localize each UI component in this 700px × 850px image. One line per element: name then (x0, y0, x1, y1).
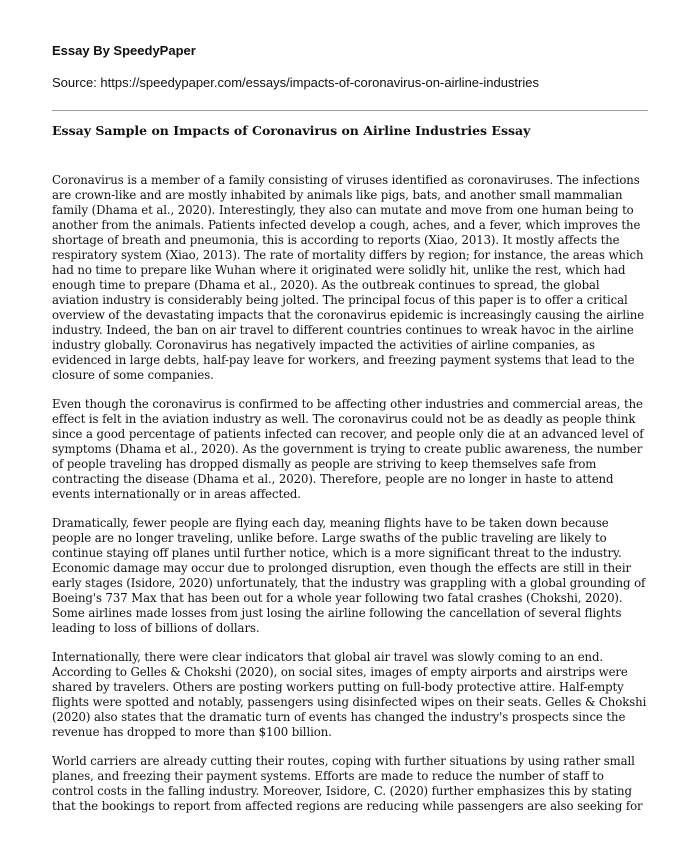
source-line: Source: https://speedypaper.com/essays/impacts-of-coronavirus-on-airline-industries (52, 75, 539, 90)
paragraph: Dramatically, fewer people are flying each day, meaning flights have to be taken down because people are no longer traveling, unlike before. Large swaths of the public traveling are likely to continue staying off planes until further notice, which is a more significant threat to the industry. Economic damage may occur due to prolonged disruption, even though the effects are still in their early stages (Isidore, 2020) unfortunately, that the industry was grappling with a global grounding of Boeing's 737 Max that has been out for a whole year following two fatal crashes (Chokshi, 2020). Some airlines made losses from just losing the airline following the cancellation of several flights leading to loss of billions of dollars. (52, 516, 646, 635)
essay-title: Essay Sample on Impacts of Coronavirus on Airline Industries Essay (52, 123, 531, 138)
paragraph: Coronavirus is a member of a family consisting of viruses identified as coronaviruses. The infections are crown-like and are mostly inhabited by animals like pigs, bats, and another small mammalian family (Dhama et al., 2020). Interestingly, they also can mutate and move from one human being to another from the animals. Patients infected develop a cough, aches, and a fever, which improves the shortage of breath and pneumonia, this is according to reports (Xiao, 2013). It mostly affects the respiratory system (Xiao, 2013). The rate of mortality differs by region; for instance, the areas which had no time to prepare like Wuhan where it originated were solidly hit, unlike the rest, which had enough time to prepare (Dhama et al., 2020). As the outbreak continues to spread, the global aviation industry is considerably being jolted. The principal focus of this paper is to offer a critical overview of the devastating impacts that the coronavirus epidemic is increasingly causing the airline industry. Indeed, the ban on air travel to different countries continues to wreak havoc in the airline industry globally. Coronavirus has negatively impacted the activities of airline companies, as evidenced in large debts, half-pay leave for workers, and freezing payment systems that lead to the closure of some companies. (52, 173, 645, 382)
paragraph: Even though the coronavirus is confirmed to be affecting other industries and commercial areas, the effect is felt in the aviation industry as well. The coronavirus could not be as deadly as people think since a good percentage of patients infected can recover, and people only die at an advanced level of symptoms (Dhama et al., 2020). As the government is trying to create public awareness, the number of people traveling has dropped dismally as people are striving to keep themselves safe from contracting the disease (Dhama et al., 2020). Therefore, people are no longer in haste to attend events internationally or in areas affected. (52, 397, 644, 501)
paragraph: Internationally, there were clear indicators that global air travel was slowly coming to an end. According to Gelles & Chokshi (2020), on social sites, images of empty airports and airstrips were shared by travelers. Others are posting workers putting on full-body protective attire. Half-empty flights were spotted and notably, passengers using disinfected wipes on their seats. Gelles & Chokshi (2020) also states that the dramatic turn of events has changed the industry's prospects since the revenue has dropped to more than $100 billion. (52, 650, 647, 739)
essay-body (52, 173, 648, 814)
divider (52, 110, 648, 111)
site-title: Essay By SpeedyPaper (52, 43, 196, 58)
paragraph: World carriers are already cutting their routes, coping with further situations by using rather small planes, and freezing their payment systems. Efforts are made to reduce the number of staff to control costs in the falling industry. Moreover, Isidore, C. (2020) further emphasizes this by stating that the bookings to report from affected regions are reducing while passengers are also seeking for (52, 754, 643, 813)
